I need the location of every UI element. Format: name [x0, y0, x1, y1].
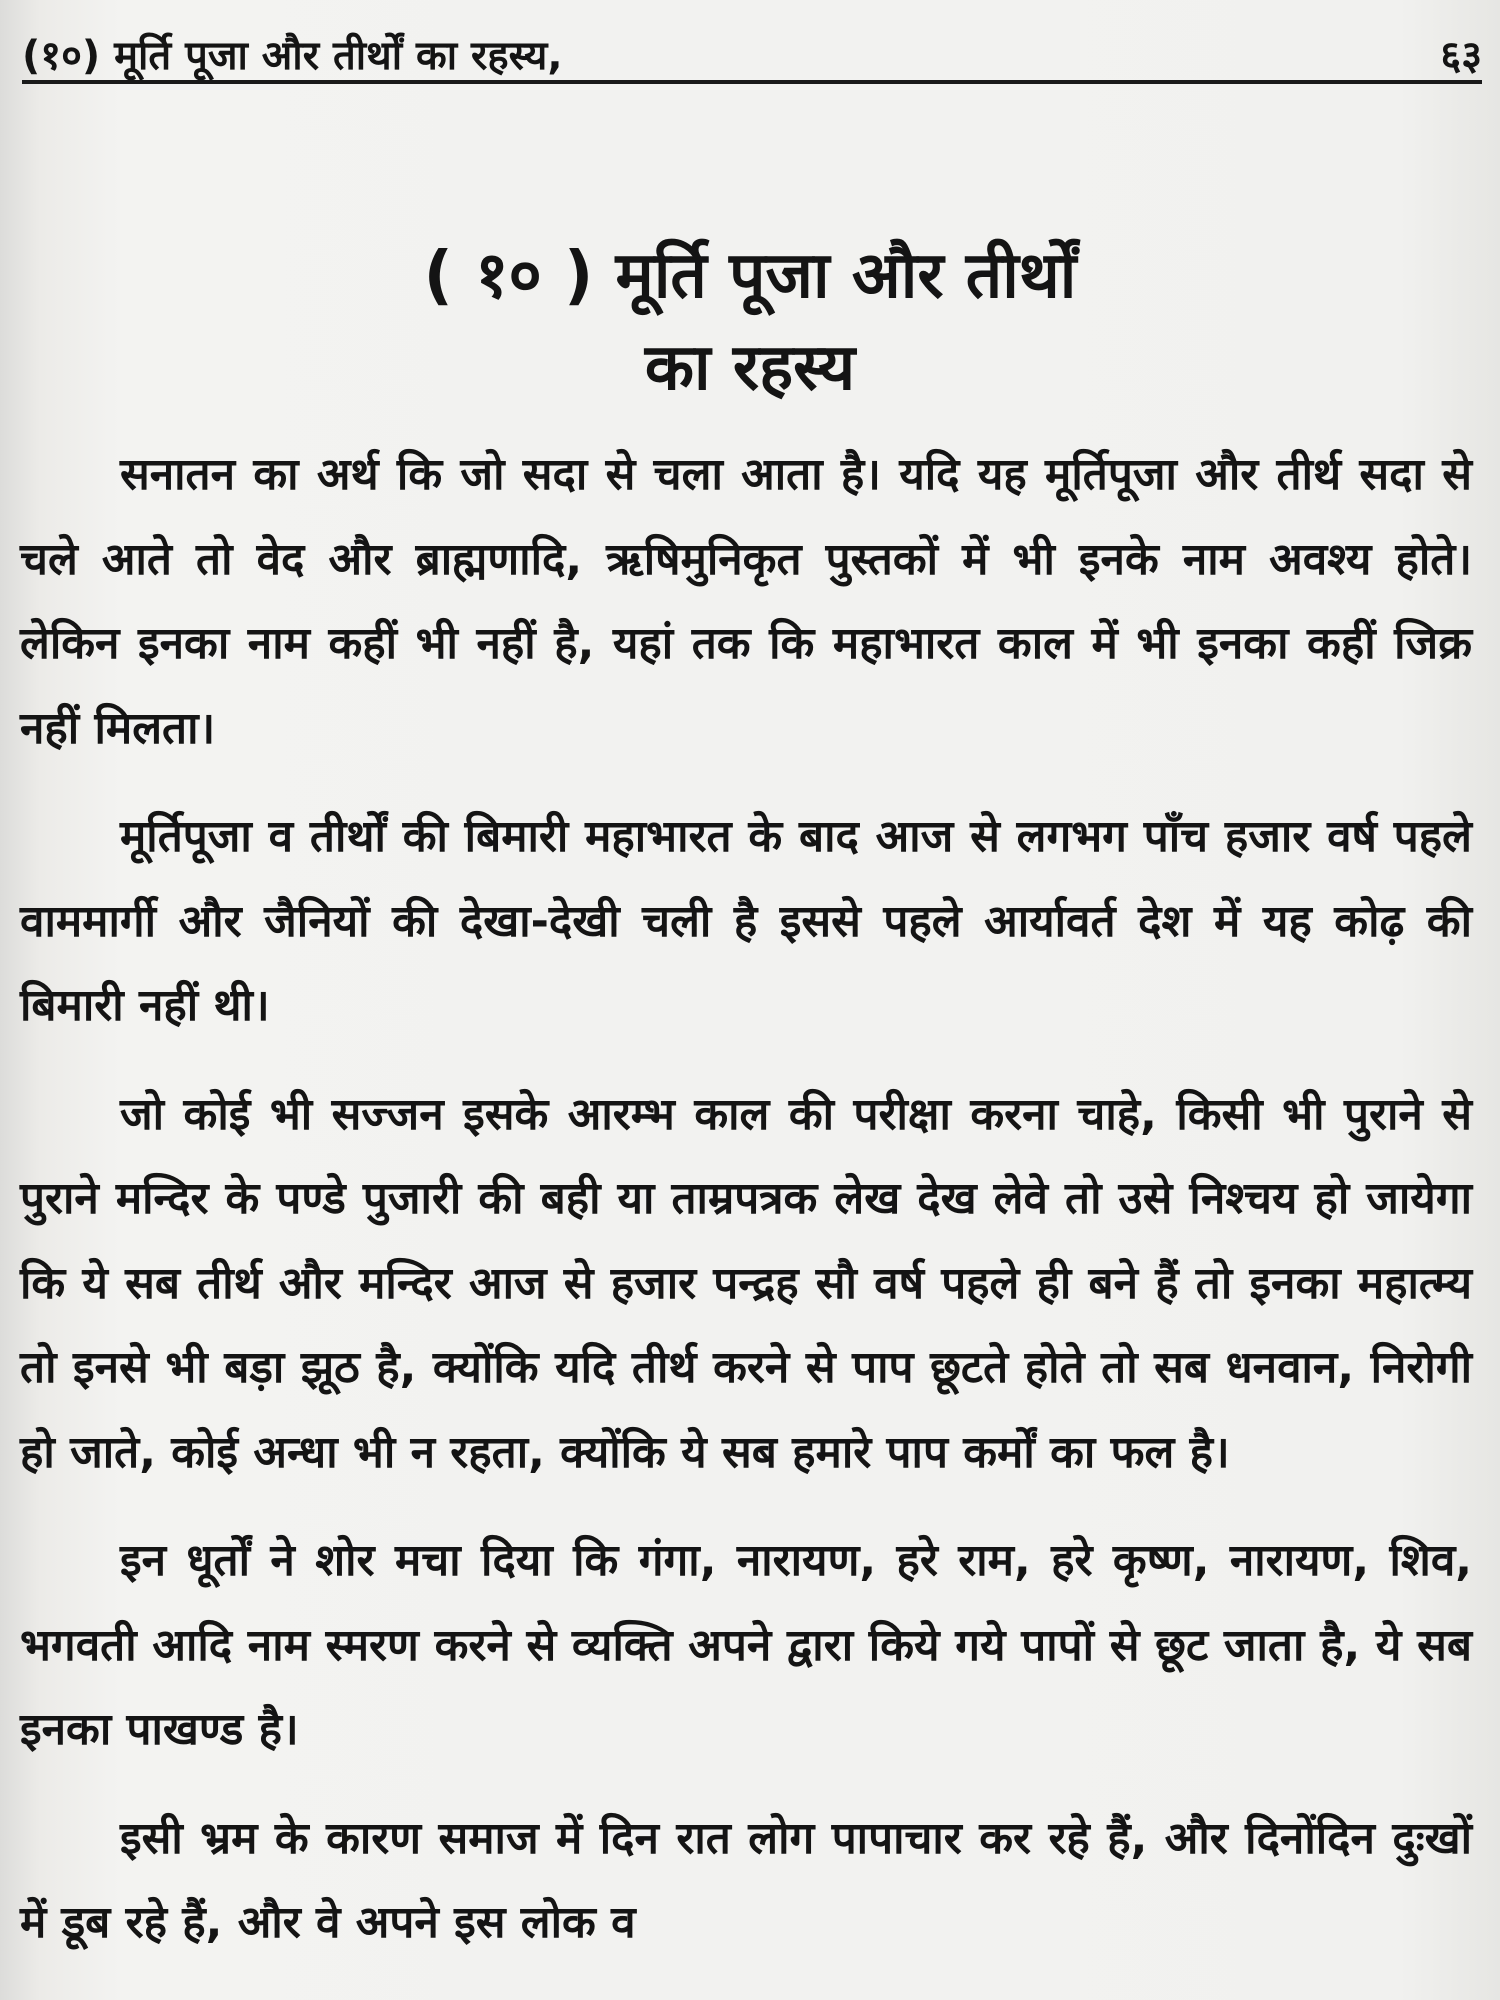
paragraph-5: इसी भ्रम के कारण समाज में दिन रात लोग पापाचार कर रहे हैं, और दिनोंदिन दुःखों में डूब रहे हैं, और वे अपने इस लोक व: [20, 1812, 1472, 1948]
chapter-heading: [0, 230, 1500, 414]
paragraph-1: सनातन का अर्थ कि जो सदा से चला आता है। यदि यह मूर्तिपूजा और तीर्थ सदा से चले आते तो वेद और ब्राह्मणादि, ऋषिमुनिकृत पुस्तकों में भी इनके नाम अवश्य होते। लेकिन इनका नाम कहीं भी नहीं है, यहां तक कि महाभारत काल में भी इनका कहीं जिक्र नहीं मिलता।: [20, 449, 1472, 754]
running-header: [22, 28, 1482, 84]
chapter-title-line-2: का रहस्य: [644, 331, 856, 405]
header-divider: [22, 80, 1482, 84]
paragraph-4: इन धूर्तों ने शोर मचा दिया कि गंगा, नारायण, हरे राम, हरे कृष्ण, नारायण, शिव, भगवती आदि नाम स्मरण करने से व्यक्ति अपने द्वारा किये गये पापों से छूट जाता है, ये सब इनका पाखण्ड है।: [20, 1535, 1472, 1755]
running-header-title: (१०) मूर्ति पूजा और तीर्थों का रहस्य,: [22, 33, 563, 79]
paragraph-2: मूर्तिपूजा व तीर्थों की बिमारी महाभारत के बाद आज से लगभग पाँच हजार वर्ष पहले वाममार्गी और जैनियों की देखा-देखी चली है इससे पहले आर्यावर्त देश में यह कोढ़ की बिमारी नहीं थी।: [20, 811, 1472, 1031]
chapter-title-line-1: ( १० ) मूर्ति पूजा और तीर्थों: [423, 239, 1077, 313]
paragraph-3: जो कोई भी सज्जन इसके आरम्भ काल की परीक्षा करना चाहे, किसी भी पुराने से पुराने मन्दिर के पण्डे पुजारी की बही या ताम्रपत्रक लेख देख लेवे तो उसे निश्चय हो जायेगा कि ये सब तीर्थ और मन्दिर आज से हजार पन्द्रह सौ वर्ष पहले ही बने हैं तो इनका महात्म्य तो इनसे भी बड़ा झूठ है, क्योंकि यदि तीर्थ करने से पाप छूटते होते तो सब धनवान, निरोगी हो जाते, कोई अन्धा भी न रहता, क्योंकि ये सब हमारे पाप कर्मों का फल है।: [20, 1088, 1472, 1478]
page-number: ६३: [1440, 33, 1482, 79]
body-text: [20, 433, 1472, 1966]
